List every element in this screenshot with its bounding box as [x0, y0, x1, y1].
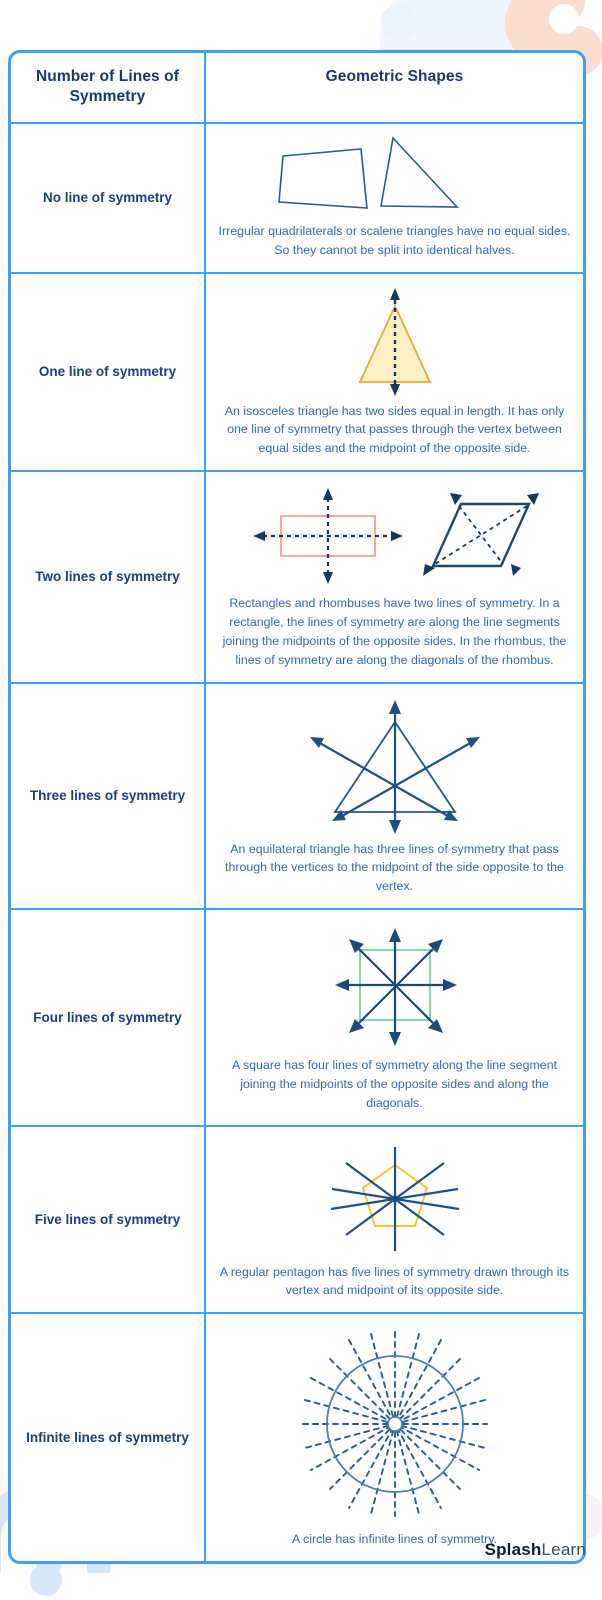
row-description: An isosceles triangle has two sides equal in length. It has only one line of symmetry that passes through the vertex between equal sides and the midpoint of the opposite side. — [224, 403, 565, 456]
row-description: Rectangles and rhombuses have two lines of symmetry. In a rectangle, the lines of symmetry are along the line segments joining the midpoints of the opposite sides. In the rhombus, the lines of symmetry are along the diagonals of the rhombus. — [222, 596, 567, 667]
row-label-cell — [11, 1314, 206, 1561]
row-description: A circle has infinite lines of symmetry. — [292, 1532, 497, 1547]
equilateral-triangle-with-three-axes-icon — [290, 694, 500, 834]
row-label: No line of symmetry — [42, 189, 173, 205]
row-label-cell — [11, 274, 206, 471]
row-label: Five lines of symmetry — [34, 1211, 181, 1227]
row-description: A regular pentagon has five lines of symmetry drawn through its vertex and midpoint of its opposite side. — [219, 1264, 570, 1298]
row-content-cell — [206, 124, 583, 272]
row-content-cell — [206, 1314, 583, 1561]
regular-pentagon-with-five-axes-icon — [320, 1137, 470, 1257]
table-row — [11, 472, 583, 683]
row-label-cell — [11, 684, 206, 909]
lines-of-symmetry-table — [8, 50, 586, 1564]
row-label: Three lines of symmetry — [29, 787, 186, 803]
row-content-cell — [206, 684, 583, 909]
table-row — [11, 274, 583, 473]
square-with-four-axes-icon — [315, 920, 475, 1050]
row-content-cell — [206, 1127, 583, 1313]
row-label: Two lines of symmetry — [35, 569, 180, 585]
circle-with-infinite-axes-icon — [295, 1324, 495, 1524]
row-description: Irregular quadrilaterals or scalene triangles have no equal sides. So they cannot be split into identical halves. — [218, 223, 571, 257]
splashlearn-logo — [485, 1540, 586, 1560]
header-label-col2: Geometric Shapes — [325, 68, 464, 85]
isosceles-triangle-with-one-axis-icon — [295, 284, 495, 396]
brand-name-light: Learn — [541, 1540, 586, 1559]
row-content-cell — [206, 472, 583, 681]
decorative-blue-dot — [381, 4, 417, 40]
row-label-cell — [11, 124, 206, 272]
row-content-cell — [206, 274, 583, 471]
brand-name-bold: Splash — [484, 1540, 542, 1559]
row-label-cell — [11, 1127, 206, 1313]
row-description: An equilateral triangle has three lines of symmetry that pass through the vertices to the midpoint of the side opposite to the vertex. — [225, 841, 564, 894]
irregular-quadrilateral-and-scalene-triangle-icon — [265, 134, 525, 216]
table-row — [11, 124, 583, 274]
table-header-row — [11, 53, 583, 124]
row-label-cell — [11, 472, 206, 681]
row-label: Infinite lines of symmetry — [26, 1429, 189, 1445]
row-label: One line of symmetry — [38, 364, 177, 380]
header-label-col1: Number of Lines of Symmetry — [35, 68, 180, 106]
table-row — [11, 910, 583, 1127]
row-description: A square has four lines of symmetry along the line segment joining the midpoints of the opposite sides and along the diagonals. — [231, 1058, 558, 1110]
row-label-cell — [11, 910, 206, 1125]
row-label: Four lines of symmetry — [33, 1009, 182, 1025]
row-content-cell — [206, 910, 583, 1125]
table-row — [11, 1127, 583, 1315]
rectangle-and-rhombus-with-two-axes-icon — [245, 482, 545, 588]
table-row — [11, 1314, 583, 1561]
table-row — [11, 684, 583, 911]
header-cell-geometric-shapes — [206, 53, 583, 122]
header-cell-number-of-lines — [11, 53, 206, 122]
